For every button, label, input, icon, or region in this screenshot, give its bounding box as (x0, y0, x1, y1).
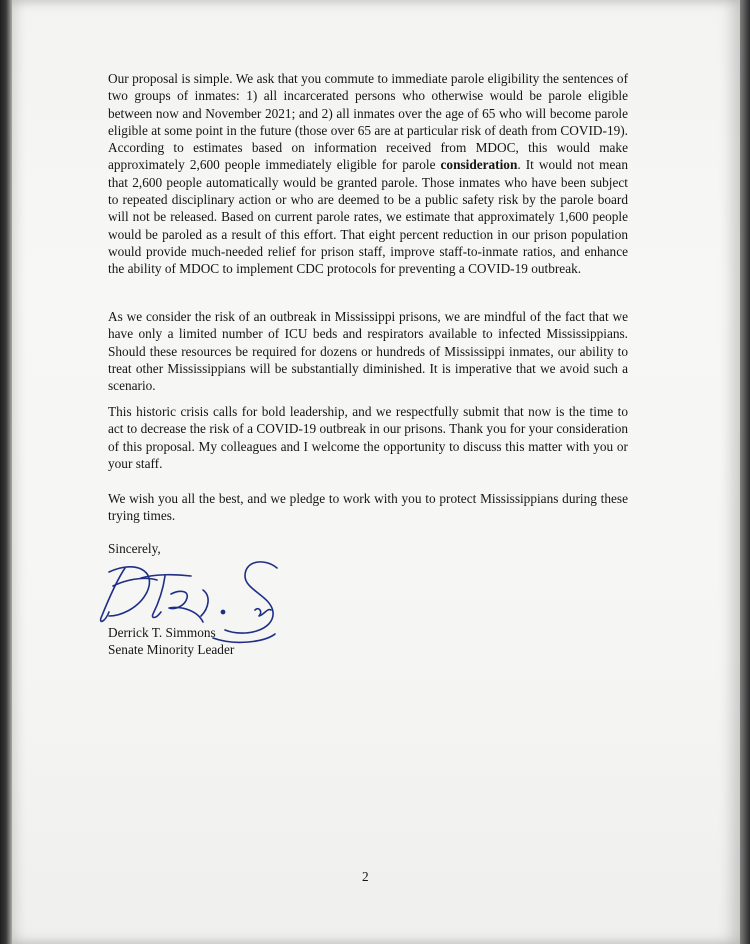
bold-consideration: consideration (440, 157, 518, 173)
letter-page (12, 0, 740, 944)
closing-salutation: Sincerely, (108, 541, 161, 556)
paragraph-proposal (108, 70, 628, 278)
paragraph-outbreak-risk: As we consider the risk of an outbreak in Mississippi prisons, we are mindful of the fact that we have only a limited number of ICU beds and respirators available to infected Mississippians. Should these resources be required for dozens or hundreds of Mississippi inmates, our ability to treat other Mississippians will be substantially diminished. It is imperative that we avoid such a scenario. (108, 309, 628, 394)
page-number: 2 (362, 869, 369, 884)
paragraph-proposal-text-2: . It would not mean that 2,600 people automatically would be granted parole. Those inmates who have been subject to repeated disciplinary action or who are deemed to be a public safety risk by the parole board will not be released. Based on current parole rates, we estimate that approximately 1,600 people would be paroled as a result of this effort. That eight percent reduction in our prison population would provide much-needed relief for prison staff, improve staff-to-inmate ratios, and enhance the ability of MDOC to implement CDC protocols for preventing a COVID-19 outbreak. (108, 157, 628, 277)
paragraph-best-wishes: We wish you all the best, and we pledge to work with you to protect Mississippians during these trying times. (108, 491, 628, 524)
paragraph-bold-leadership: This historic crisis calls for bold leadership, and we respectfully submit that now is the time to act to decrease the risk of a COVID-19 outbreak in our prisons. Thank you for your consideration of this proposal. My colleagues and I welcome the opportunity to discuss this matter with you or your staff. (108, 404, 628, 471)
paragraph-proposal-text-1: Our proposal is simple. We ask that you commute to immediate parole eligibility the sentences of two groups of inmates: 1) all incarcerated persons who otherwise would be parole eligible between now and November 2021; and 2) all inmates over the age of 65 who will become parole eligible at some point in the future (those over 65 are at particular risk of death from COVID-19). According to estimates based on information received from MDOC, this would make approximately 2,600 people immediately eligible for parole (108, 71, 628, 173)
signer-name: Derrick T. Simmons (108, 625, 216, 640)
signer-title: Senate Minority Leader (108, 642, 235, 657)
